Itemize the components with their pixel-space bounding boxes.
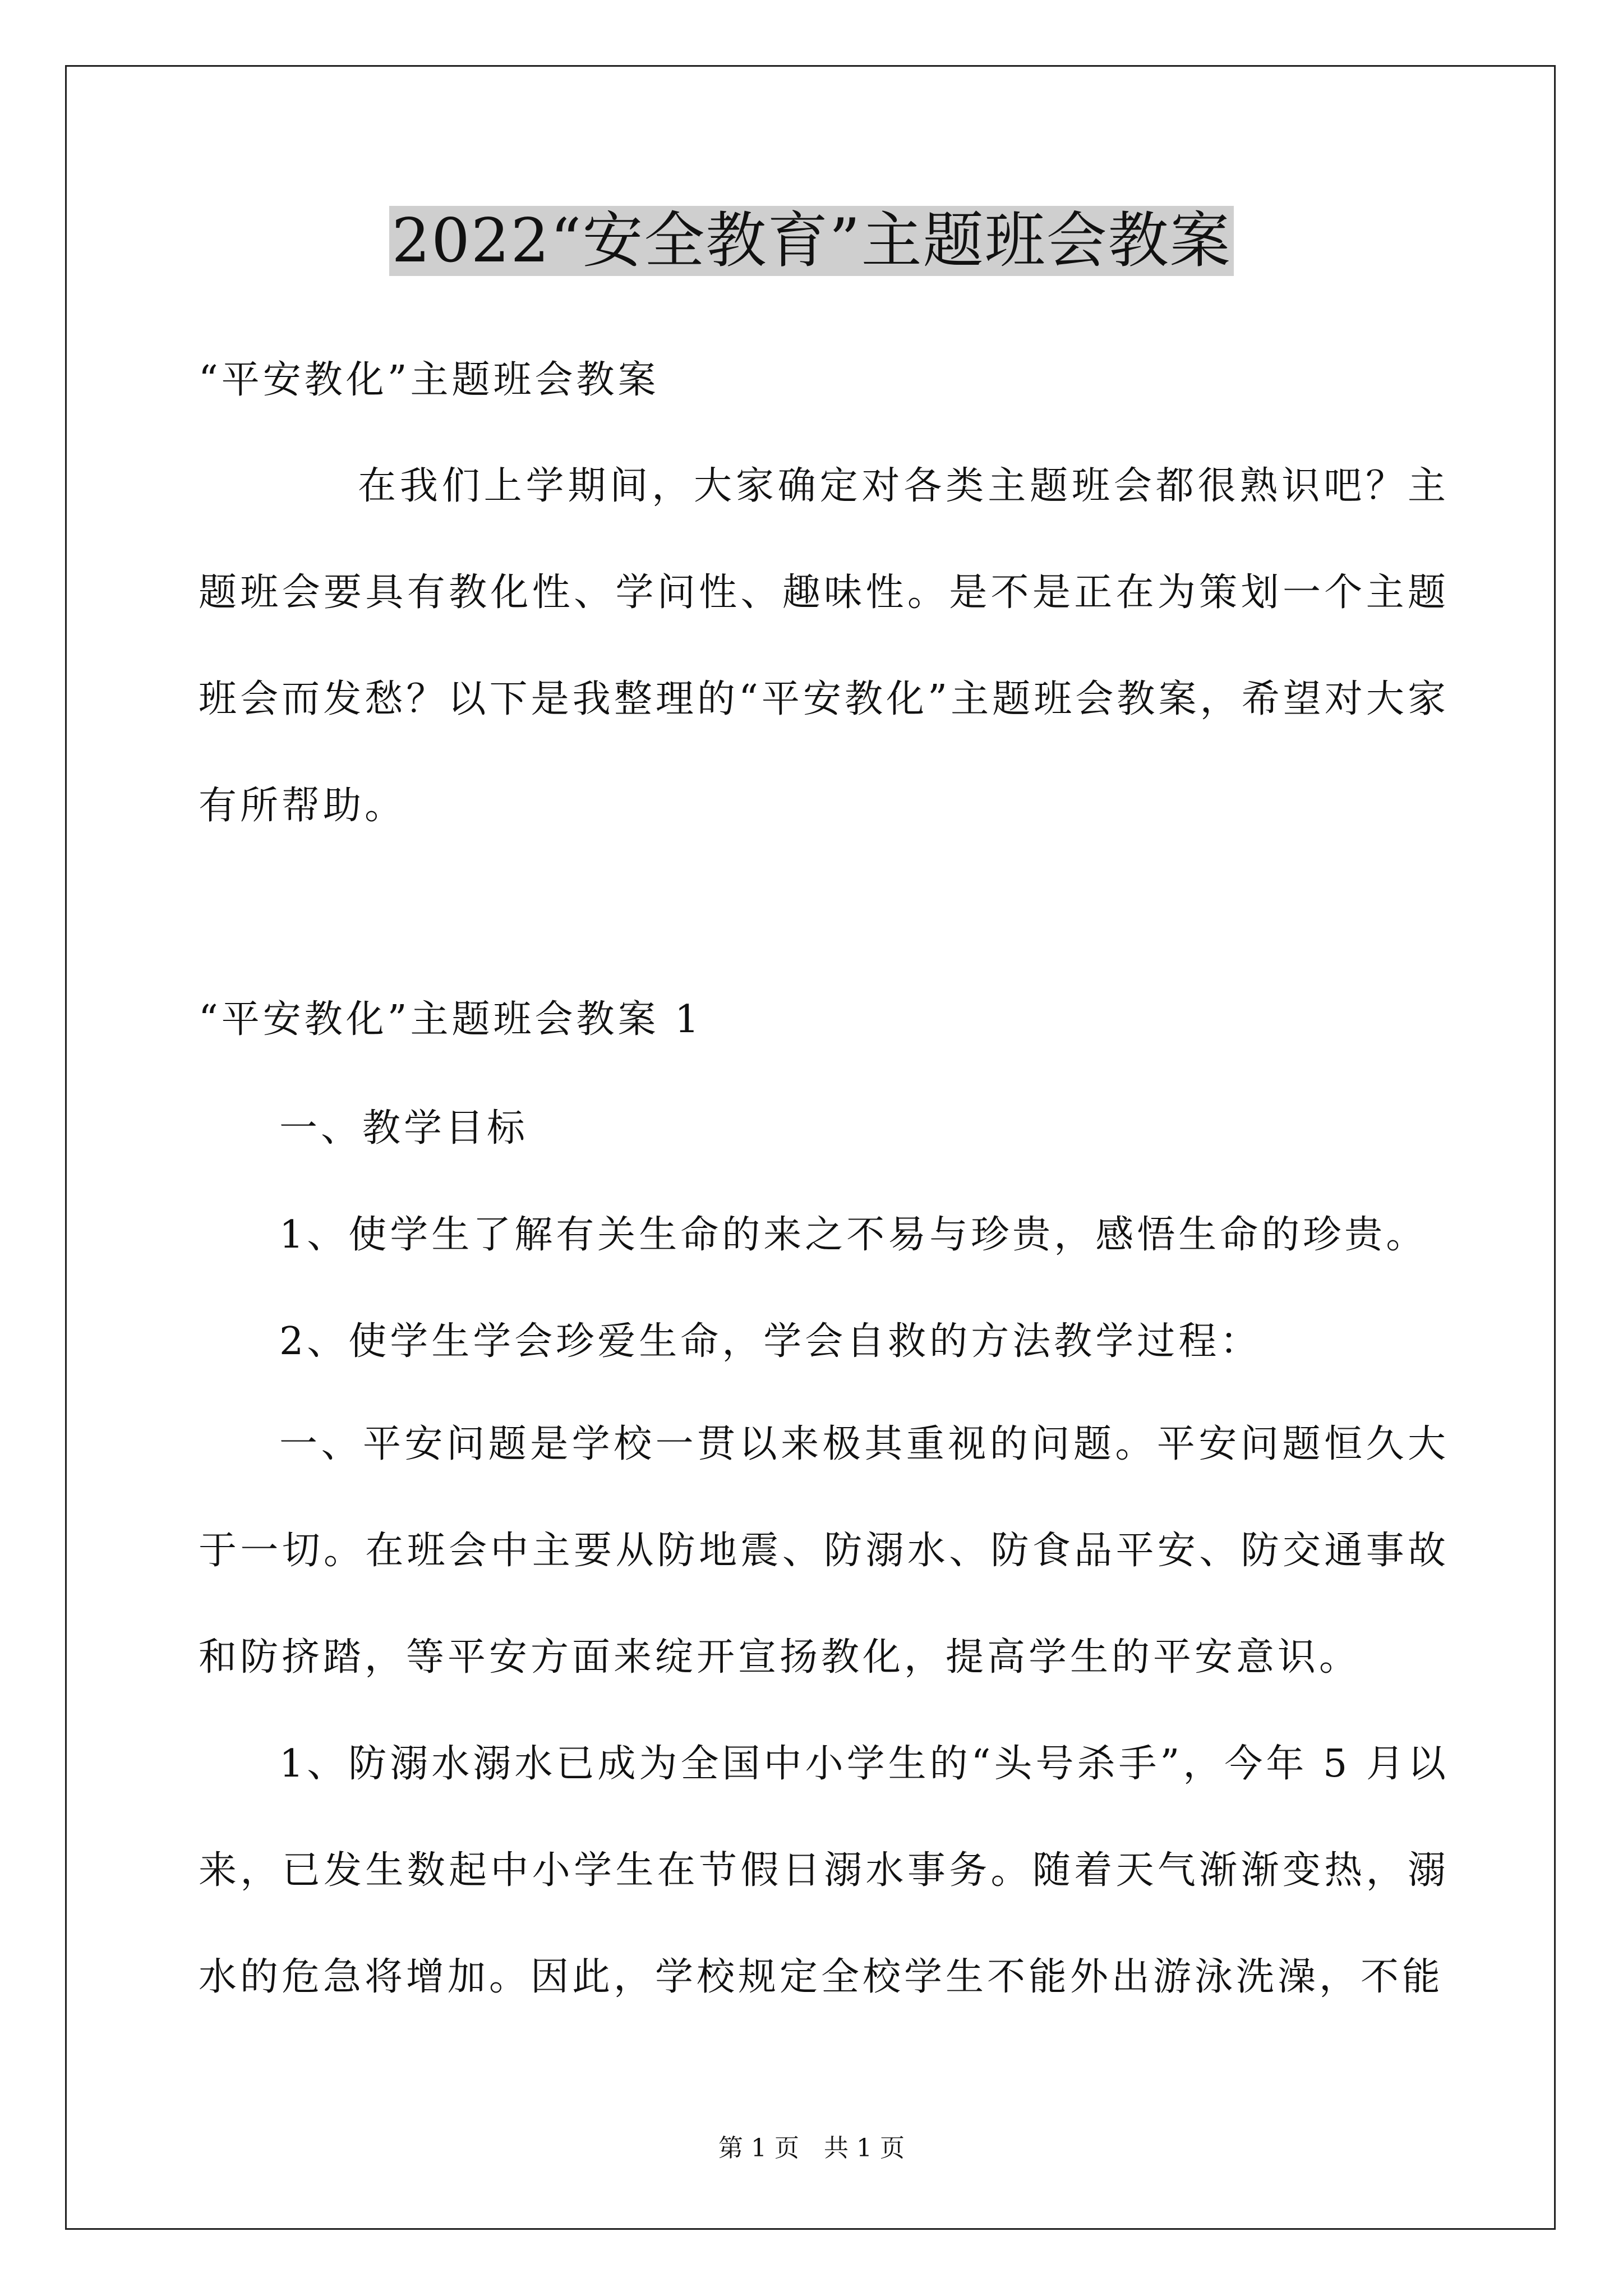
- subtitle: “平安教化”主题班会教案: [199, 358, 660, 402]
- document-title-text: 2022“安全教育”主题班会教案: [389, 206, 1233, 276]
- section-title: “平安教化”主题班会教案 1: [199, 997, 703, 1042]
- document-title: [0, 199, 1623, 283]
- item-1-paragraph: 1、防溺水溺水已成为全国中小学生的“头号杀手”，今年 5 月以来，已发生数起中小学生在节假日溺水事务。随着天气渐渐变热，溺水的危急将增加。因此，学校规定全校学生不能外出游泳洗澡，不能: [199, 1742, 1449, 1999]
- goal-2: 2、使学生学会珍爱生命，学会自救的方法教学过程：: [279, 1319, 1262, 1364]
- heading-goals: 一、教学目标: [279, 1106, 529, 1151]
- part-1-paragraph: 一、平安问题是学校一贯以来极其重视的问题。平安问题恒久大于一切。在班会中主要从防地震、防溺水、防食品平安、防交通事故和防挤踏，等平安方面来绽开宣扬教化，提高学生的平安意识。: [199, 1422, 1449, 1680]
- page-footer: 第 1 页 共 1 页: [718, 2134, 905, 2162]
- intro-paragraph: 在我们上学期间，大家确定对各类主题班会都很熟识吧？主题班会要具有教化性、学问性、趣味性。是不是正在为策划一个主题班会而发愁？以下是我整理的“平安教化”主题班会教案，希望对大家有所帮助。: [199, 464, 1449, 828]
- goal-1: 1、使学生了解有关生命的来之不易与珍贵，感悟生命的珍贵。: [279, 1213, 1428, 1257]
